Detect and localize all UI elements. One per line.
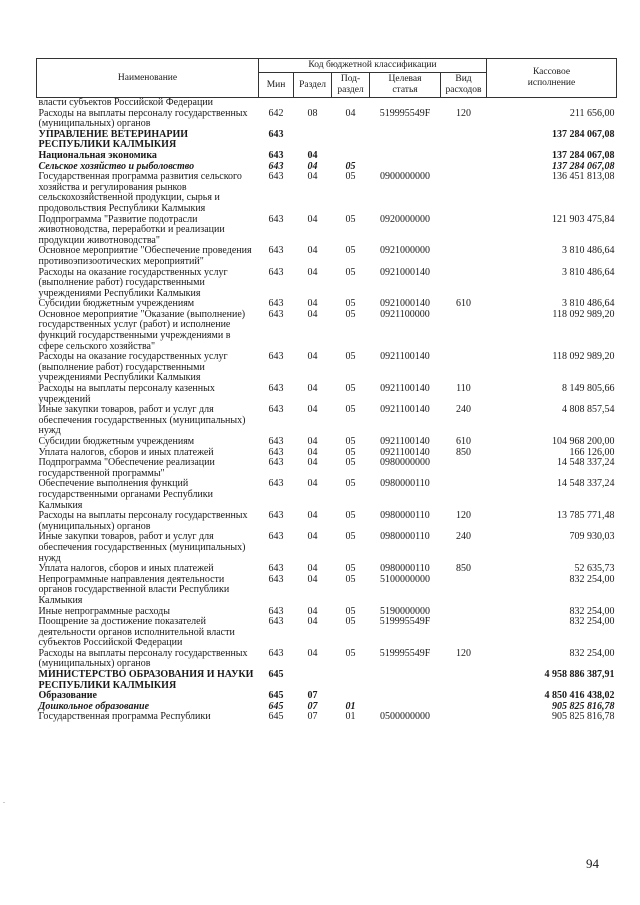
row-tselevaya: 0920000000 xyxy=(380,213,430,225)
row-min: 645 xyxy=(268,669,284,681)
row-sum: 104 968 200,00 xyxy=(552,436,615,447)
row-sum: 211 656,00 xyxy=(569,107,615,119)
row-razdel: 04 xyxy=(307,531,318,543)
row-podrazdel: 05 xyxy=(345,404,356,416)
row-razdel: 08 xyxy=(307,107,318,119)
row-podrazdel: 05 xyxy=(345,308,356,320)
row-podrazdel: 05 xyxy=(345,160,356,172)
row-sum: 52 635,73 xyxy=(574,563,615,575)
table-row xyxy=(37,172,617,214)
table-row xyxy=(37,649,617,670)
row-sum: 4 958 886 387,91 xyxy=(544,669,615,681)
row-name: Основное мероприятие "Обеспечение проведения противоэпизоотических мероприятий" xyxy=(38,245,252,267)
row-podrazdel: 05 xyxy=(345,171,356,183)
row-sum: 8 149 805,66 xyxy=(562,383,615,395)
row-name: Сельское хозяйство и рыболовство xyxy=(38,160,195,172)
row-sum: 14 548 337,24 xyxy=(557,478,615,490)
page-number: 94 xyxy=(586,856,599,871)
row-podrazdel: 05 xyxy=(345,213,356,225)
row-vid: 120 xyxy=(456,647,471,659)
row-name: Дошкольное образование xyxy=(38,700,150,712)
row-razdel: 04 xyxy=(307,266,318,278)
row-podrazdel: 01 xyxy=(345,700,356,712)
row-vid: 120 xyxy=(456,510,471,522)
row-sum: 905 825 816,78 xyxy=(552,700,615,712)
row-min xyxy=(259,98,294,109)
row-tselevaya: 0921100140 xyxy=(380,351,430,363)
header-min: Мин xyxy=(259,73,294,98)
row-podrazdel: 05 xyxy=(345,351,356,363)
row-name: Субсидии бюджетным учреждениям xyxy=(38,298,195,310)
row-vid xyxy=(441,215,487,247)
row-sum: 832 254,00 xyxy=(569,605,615,617)
row-min: 645 xyxy=(268,711,284,723)
row-razdel: 04 xyxy=(307,436,318,447)
table-row xyxy=(37,384,617,405)
row-min: 643 xyxy=(268,436,284,447)
row-sum: 137 284 067,08 xyxy=(552,128,615,140)
table-row xyxy=(37,215,617,247)
row-name: Иные непрограммные расходы xyxy=(38,605,170,617)
row-vid: 610 xyxy=(456,436,471,447)
table-row xyxy=(37,532,617,564)
row-tselevaya xyxy=(370,130,441,151)
row-vid xyxy=(441,479,487,511)
row-sum: 4 808 857,54 xyxy=(562,404,615,416)
row-podrazdel: 05 xyxy=(345,616,356,628)
row-tselevaya: 0921100140 xyxy=(380,404,430,416)
row-razdel xyxy=(294,130,332,151)
row-razdel: 04 xyxy=(307,383,318,395)
row-min: 643 xyxy=(268,605,284,617)
row-razdel: 04 xyxy=(307,510,318,522)
margin-mark: . xyxy=(3,796,5,805)
row-razdel: 04 xyxy=(307,171,318,183)
row-vid xyxy=(441,246,487,267)
row-podrazdel: 05 xyxy=(345,605,356,617)
row-sum: 4 850 416 438,02 xyxy=(544,690,615,702)
row-min: 643 xyxy=(268,457,284,469)
row-tselevaya: 0921000000 xyxy=(380,245,430,257)
row-name: Расходы на оказание государственных услуг (выполнение работ) государственными учреждениями Республики Калмыкия xyxy=(38,266,228,299)
row-min: 643 xyxy=(268,298,284,310)
row-tselevaya xyxy=(370,691,441,702)
row-tselevaya: 0921000140 xyxy=(380,266,430,278)
row-razdel: 04 xyxy=(307,213,318,225)
row-razdel: 04 xyxy=(307,647,318,659)
row-sum: 832 254,00 xyxy=(569,647,615,659)
header-razdel: Раздел xyxy=(294,73,332,98)
row-podrazdel xyxy=(332,670,370,691)
row-tselevaya: 0980000110 xyxy=(380,510,430,522)
row-sum: 832 254,00 xyxy=(569,616,615,628)
row-tselevaya: 5190000000 xyxy=(380,605,430,617)
row-sum: 136 451 813,08 xyxy=(552,171,615,183)
row-sum: 905 825 816,78 xyxy=(552,711,615,723)
header-vid: Вид расходов xyxy=(441,73,487,98)
header-tselevaya: Целевая статья xyxy=(370,73,441,98)
row-min: 643 xyxy=(268,213,284,225)
table-row xyxy=(37,405,617,437)
row-sum xyxy=(487,98,617,109)
row-min: 643 xyxy=(268,446,284,458)
row-vid xyxy=(441,702,487,713)
row-min: 643 xyxy=(268,510,284,522)
row-podrazdel: 05 xyxy=(345,573,356,585)
row-razdel: 04 xyxy=(307,478,318,490)
row-vid: 850 xyxy=(456,563,471,575)
row-name: Обеспечение выполнения функций государственными органами Республики Калмыкия xyxy=(38,478,213,511)
row-vid xyxy=(441,575,487,607)
row-min: 643 xyxy=(268,351,284,363)
row-vid xyxy=(441,352,487,384)
row-vid: 110 xyxy=(456,383,471,395)
row-razdel: 04 xyxy=(307,605,318,617)
row-razdel: 04 xyxy=(307,298,318,310)
row-razdel xyxy=(294,670,332,691)
row-min: 643 xyxy=(268,149,284,161)
row-razdel: 04 xyxy=(307,404,318,416)
budget-table-page xyxy=(36,58,616,723)
row-min: 643 xyxy=(268,160,284,172)
row-podrazdel: 05 xyxy=(345,298,356,310)
row-vid xyxy=(441,151,487,162)
row-tselevaya: 519995549F xyxy=(379,107,431,119)
row-min: 643 xyxy=(268,563,284,575)
row-vid xyxy=(441,607,487,618)
table-row xyxy=(37,352,617,384)
row-name: Государственная программа развития сельского хозяйства и регулирования рынков сельскохозяйственной продукции, сырья и продовольствия Республики Калмыкия xyxy=(38,171,242,214)
row-podrazdel: 05 xyxy=(345,436,356,447)
table-row xyxy=(37,268,617,300)
row-podrazdel: 05 xyxy=(345,245,356,257)
row-sum: 137 284 067,08 xyxy=(552,160,615,172)
header-code-group: Код бюджетной классификации xyxy=(259,59,487,73)
row-razdel: 04 xyxy=(307,160,318,172)
row-vid: 610 xyxy=(456,298,471,310)
row-min: 643 xyxy=(268,616,284,628)
row-vid xyxy=(441,670,487,691)
row-min: 642 xyxy=(268,107,284,119)
row-razdel: 04 xyxy=(307,573,318,585)
row-sum: 832 254,00 xyxy=(569,573,615,585)
table-row xyxy=(37,617,617,649)
row-razdel: 04 xyxy=(307,446,318,458)
row-sum: 3 810 486,64 xyxy=(562,245,615,257)
row-sum: 121 903 475,84 xyxy=(552,213,615,225)
row-tselevaya: 0980000000 xyxy=(380,457,430,469)
row-podrazdel: 05 xyxy=(345,647,356,659)
table-header xyxy=(37,59,617,98)
row-tselevaya: 0921100140 xyxy=(380,446,430,458)
row-razdel xyxy=(294,98,332,109)
row-vid: 120 xyxy=(456,107,471,119)
row-vid xyxy=(441,691,487,702)
row-min: 643 xyxy=(268,128,284,140)
row-name: Государственная программа Республики xyxy=(38,711,211,723)
budget-execution-table xyxy=(36,58,617,723)
row-vid xyxy=(441,617,487,649)
row-razdel: 04 xyxy=(307,149,318,161)
row-name: Расходы на выплаты персоналу казенных учреждений xyxy=(38,383,215,405)
row-vid xyxy=(441,310,487,352)
row-tselevaya: 0921100000 xyxy=(380,308,430,320)
table-row xyxy=(37,575,617,607)
row-min: 643 xyxy=(268,383,284,395)
row-podrazdel: 05 xyxy=(345,510,356,522)
row-name: МИНИСТЕРСТВО ОБРАЗОВАНИЯ И НАУКИ РЕСПУБЛИКИ КАЛМЫКИЯ xyxy=(38,669,254,691)
row-podrazdel: 04 xyxy=(345,107,356,119)
row-razdel: 07 xyxy=(307,690,318,702)
row-min: 643 xyxy=(268,266,284,278)
row-sum: 118 092 989,20 xyxy=(552,308,615,320)
row-tselevaya xyxy=(370,151,441,162)
table-row xyxy=(37,109,617,130)
row-podrazdel: 05 xyxy=(345,531,356,543)
row-podrazdel: 05 xyxy=(345,563,356,575)
table-row xyxy=(37,310,617,352)
row-name: Образование xyxy=(38,690,97,702)
row-vid xyxy=(441,162,487,173)
row-razdel: 04 xyxy=(307,457,318,469)
row-vid xyxy=(441,98,487,109)
row-vid xyxy=(441,458,487,479)
row-podrazdel: 05 xyxy=(345,478,356,490)
table-row xyxy=(37,670,617,691)
row-name: Иные закупки товаров, работ и услуг для обеспечения государственных (муниципальных) нужд xyxy=(38,531,246,564)
row-razdel: 04 xyxy=(307,245,318,257)
row-vid xyxy=(441,712,487,723)
row-podrazdel: 01 xyxy=(345,711,356,723)
row-razdel: 04 xyxy=(307,308,318,320)
row-podrazdel: 05 xyxy=(345,383,356,395)
row-name: Расходы на выплаты персоналу государственных (муниципальных) органов xyxy=(38,107,248,130)
row-razdel: 07 xyxy=(307,711,318,723)
row-min: 643 xyxy=(268,478,284,490)
row-min: 643 xyxy=(268,171,284,183)
row-vid: 240 xyxy=(456,531,471,543)
row-tselevaya: 5100000000 xyxy=(380,573,430,585)
row-razdel: 07 xyxy=(307,700,318,712)
row-podrazdel: 05 xyxy=(345,457,356,469)
row-razdel: 04 xyxy=(307,351,318,363)
row-min: 645 xyxy=(268,700,284,712)
row-name: Национальная экономика xyxy=(38,149,157,161)
row-tselevaya: 0980000110 xyxy=(380,478,430,490)
row-tselevaya xyxy=(370,98,441,109)
row-tselevaya: 0921000140 xyxy=(380,298,430,310)
table-row xyxy=(37,151,617,162)
row-tselevaya: 0900000000 xyxy=(380,171,430,183)
row-vid xyxy=(441,172,487,214)
table-row xyxy=(37,511,617,532)
row-sum: 709 930,03 xyxy=(569,531,615,543)
row-vid: 850 xyxy=(456,446,471,458)
table-body xyxy=(37,98,617,724)
row-name: Расходы на выплаты персоналу государственных (муниципальных) органов xyxy=(38,510,248,532)
table-row xyxy=(37,98,617,109)
row-tselevaya: 0500000000 xyxy=(380,711,430,723)
row-vid: 240 xyxy=(456,404,471,416)
row-sum: 13 785 771,48 xyxy=(557,510,615,522)
row-min: 643 xyxy=(268,647,284,659)
row-vid xyxy=(441,268,487,300)
table-row xyxy=(37,437,617,448)
row-podrazdel xyxy=(332,151,370,162)
header-kassovoe: Кассовое исполнение xyxy=(487,59,617,98)
table-row xyxy=(37,479,617,511)
row-sum: 137 284 067,08 xyxy=(552,149,615,161)
row-tselevaya: 519995549F xyxy=(379,647,431,659)
row-min: 643 xyxy=(268,245,284,257)
row-sum: 3 810 486,64 xyxy=(562,298,615,310)
row-name: Субсидии бюджетным учреждениям xyxy=(38,436,195,447)
row-name: Поощрение за достижение показателей деятельности органов исполнительной власти субъектов Российской Федерации xyxy=(38,616,235,649)
row-podrazdel xyxy=(332,98,370,109)
header-name: Наименование xyxy=(37,59,259,98)
row-name: Основное мероприятие "Оказание (выполнение) государственных услуг (работ) и исполнение функций государственными учреждениями в сфере сельского хозяйства" xyxy=(38,308,246,352)
row-name: Непрограммные направления деятельности органов государственной власти Республики Калмыкия xyxy=(38,573,230,606)
row-podrazdel xyxy=(332,130,370,151)
row-min: 643 xyxy=(268,308,284,320)
row-tselevaya: 0980000110 xyxy=(380,531,430,543)
row-sum: 166 126,00 xyxy=(569,446,615,458)
row-name: Иные закупки товаров, работ и услуг для обеспечения государственных (муниципальных) нужд xyxy=(38,404,246,437)
row-vid xyxy=(441,130,487,151)
row-podrazdel: 05 xyxy=(345,446,356,458)
row-min: 643 xyxy=(268,573,284,585)
row-name: Уплата налогов, сборов и иных платежей xyxy=(38,563,214,575)
row-sum: 14 548 337,24 xyxy=(557,457,615,469)
row-min: 645 xyxy=(268,690,284,702)
row-name: Уплата налогов, сборов и иных платежей xyxy=(38,446,214,458)
table-row xyxy=(37,458,617,479)
row-name: власти субъектов Российской Федерации xyxy=(38,97,213,108)
row-tselevaya: 0921100140 xyxy=(380,383,430,395)
row-sum: 3 810 486,64 xyxy=(562,266,615,278)
row-name: Расходы на оказание государственных услуг (выполнение работ) государственными учреждениями Республики Калмыкия xyxy=(38,351,228,384)
row-name: УПРАВЛЕНИЕ ВЕТЕРИНАРИИ РЕСПУБЛИКИ КАЛМЫКИЯ xyxy=(38,128,189,151)
row-razdel: 04 xyxy=(307,563,318,575)
row-name: Подпрограмма "Обеспечение реализации государственной программы" xyxy=(38,457,215,479)
table-row xyxy=(37,246,617,267)
row-min: 643 xyxy=(268,531,284,543)
header-podrazdel: Под- раздел xyxy=(332,73,370,98)
row-podrazdel: 05 xyxy=(345,266,356,278)
row-sum: 118 092 989,20 xyxy=(552,351,615,363)
row-razdel: 04 xyxy=(307,616,318,628)
row-tselevaya: 0980000110 xyxy=(380,563,430,575)
row-name: Расходы на выплаты персоналу государственных (муниципальных) органов xyxy=(38,647,248,670)
row-min: 643 xyxy=(268,404,284,416)
row-tselevaya: 0921100140 xyxy=(380,436,430,447)
table-row xyxy=(37,712,617,723)
row-name: Подпрограмма "Развитие подотрасли животноводства, переработки и реализации продукции животноводства" xyxy=(38,213,225,246)
table-row xyxy=(37,130,617,151)
row-tselevaya xyxy=(370,670,441,691)
row-tselevaya: 519995549F xyxy=(379,616,431,628)
